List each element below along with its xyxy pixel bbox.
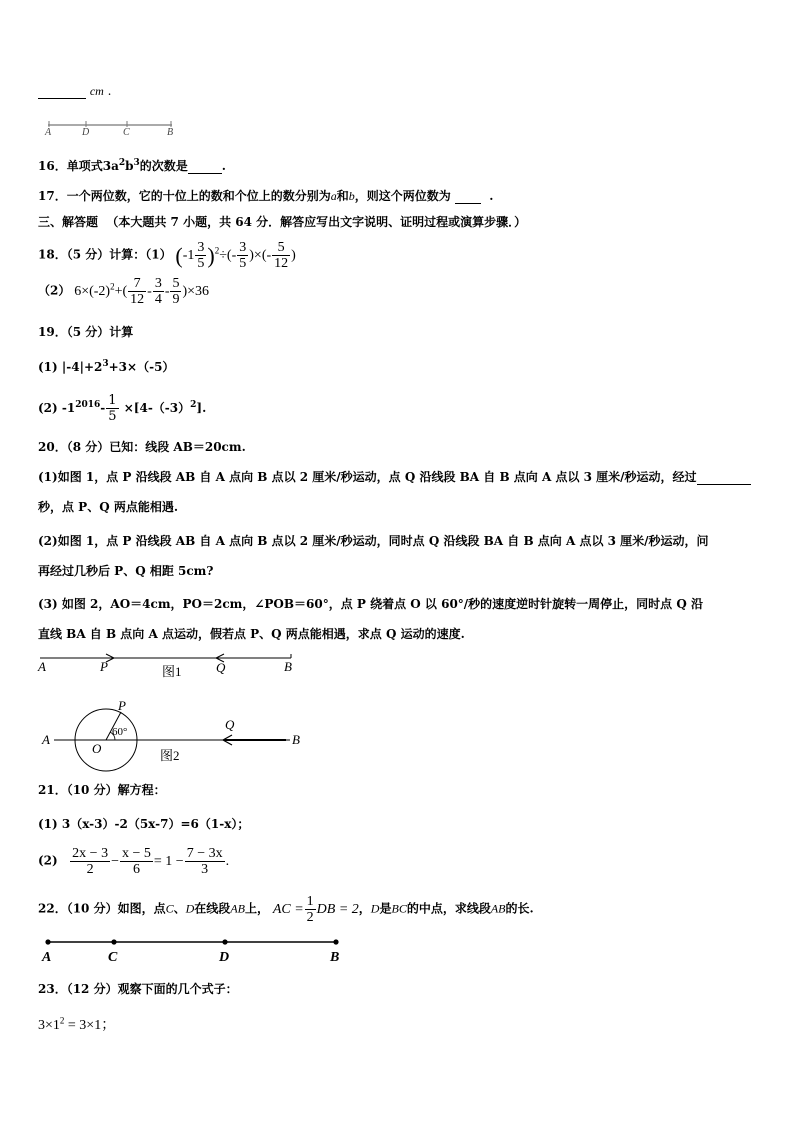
question-20-part-1b: 秒，点 P、Q 两点能相遇. <box>38 500 179 514</box>
question-22: 22．（10 分）如图，点C、D在线段AB上， AC = $\frac{1}{2}$ DB = 2，D是BC的中点，求线段AB的长. <box>38 894 534 925</box>
label-o: O <box>92 741 102 756</box>
question-20-part-2a: (2)如图 1，点 P 沿线段 AB 自 A 点向 B 点以 2 厘米/秒运动，同时点 Q 沿线段 BA 自 B 点向 A 点以 3 厘米/秒运动，问 <box>38 534 709 548</box>
label-q: Q <box>225 717 235 732</box>
q15-answer-line <box>38 84 111 99</box>
label-a: A <box>38 659 46 674</box>
figure-2-circle <box>36 698 316 770</box>
label-c: C <box>108 950 118 965</box>
label-c: C <box>123 127 130 138</box>
label-p: P <box>100 659 108 674</box>
question-19: 19．（5 分）计算 <box>38 325 134 339</box>
question-21-part-2: (2) $\frac{2x - 3}{2}$ − $\frac{x - 5}{6}$ = 1 − $\frac{7 - 3x}{3}$ . <box>38 846 230 877</box>
label-b: B <box>167 127 174 138</box>
question-20: 20．（8 分）已知：线段 AB＝20cm. <box>38 440 246 454</box>
question-21-part-1: (1) 3（x-3）-2（5x-7）=6（1-x）； <box>38 817 250 831</box>
label-d: D <box>82 127 90 138</box>
label-d: D <box>219 950 230 965</box>
label-a: A <box>42 732 50 747</box>
answer-blank <box>38 84 86 99</box>
period: . <box>107 84 112 98</box>
answer-blank <box>188 159 222 174</box>
question-20-part-3b: 直线 BA 自 B 点向 A 点运动，假若点 P、Q 两点能相遇，求点 Q 运动的速度. <box>38 627 465 641</box>
question-19-part-2: (2) $-1^{2016}-$ $\frac{1}{5}$ $\times[4-(-3)^2]$. <box>38 393 207 424</box>
label-q: Q <box>216 660 226 675</box>
question-19-part-1: (1) $|-4|+2^3+3\times(-5)$ <box>38 359 175 374</box>
question-17: 17．一个两位数，它的十位上的数和个位上的数分别为a和b，则这个两位数为 . <box>38 189 494 203</box>
label-b: B <box>284 659 292 674</box>
segment-figure-adcb <box>40 118 180 140</box>
label-b: B <box>330 950 340 965</box>
question-20-part-3a: (3) 如图 2，AO＝4cm，PO＝2cm，∠POB＝60°，点 P 绕着点 O 以 60°/秒的速度逆时针旋转一周停止，同时点 Q 沿 <box>38 597 703 611</box>
answer-blank <box>697 470 751 485</box>
angle-60: 60° <box>112 726 128 738</box>
figure-2-caption: 图2 <box>160 748 180 763</box>
figure-3-segment-acdb <box>40 934 350 968</box>
label-a: A <box>42 950 52 965</box>
figure-1-caption: 图1 <box>162 664 182 679</box>
figure-1-segment <box>36 648 306 682</box>
section-3-header: 三、解答题 （本大题共 7 小题，共 64 分．解答应写出文字说明、证明过程或演算步骤．） <box>38 215 527 229</box>
question-23: 23．（12 分）观察下面的几个式子： <box>38 982 238 996</box>
question-18-part-2: （2） $6\times(-2)^2+$( $\frac{7}{12}$ - $\frac{3}{4}$ - $\frac{5}{9}$ )×36 <box>38 276 210 307</box>
label-a: A <box>45 127 52 138</box>
label-b: B <box>292 732 300 747</box>
question-18: 18．（5 分）计算：（1） (-1 $\frac{3}{5}$ )$^2$÷(- $\frac{3}{5}$ )×(- $\frac{5}{12}$ ) <box>38 240 296 271</box>
answer-blank <box>455 189 481 204</box>
question-23-expression: $3\times 1^2 = 3\times 1$； <box>38 1015 116 1033</box>
question-20-part-2b: 再经过几秒后 P、Q 相距 5cm? <box>38 564 214 578</box>
question-21: 21．（10 分）解方程： <box>38 783 166 797</box>
label-p: P <box>118 698 126 713</box>
question-20-part-1a: (1)如图 1，点 P 沿线段 AB 自 A 点向 B 点以 2 厘米/秒运动，点 Q 沿线段 BA 自 B 点向 A 点以 3 厘米/秒运动，经过 <box>38 468 751 485</box>
question-16: 16．单项式$3a^2b^3$的次数是 . <box>38 158 226 173</box>
unit-cm: cm <box>89 84 104 98</box>
